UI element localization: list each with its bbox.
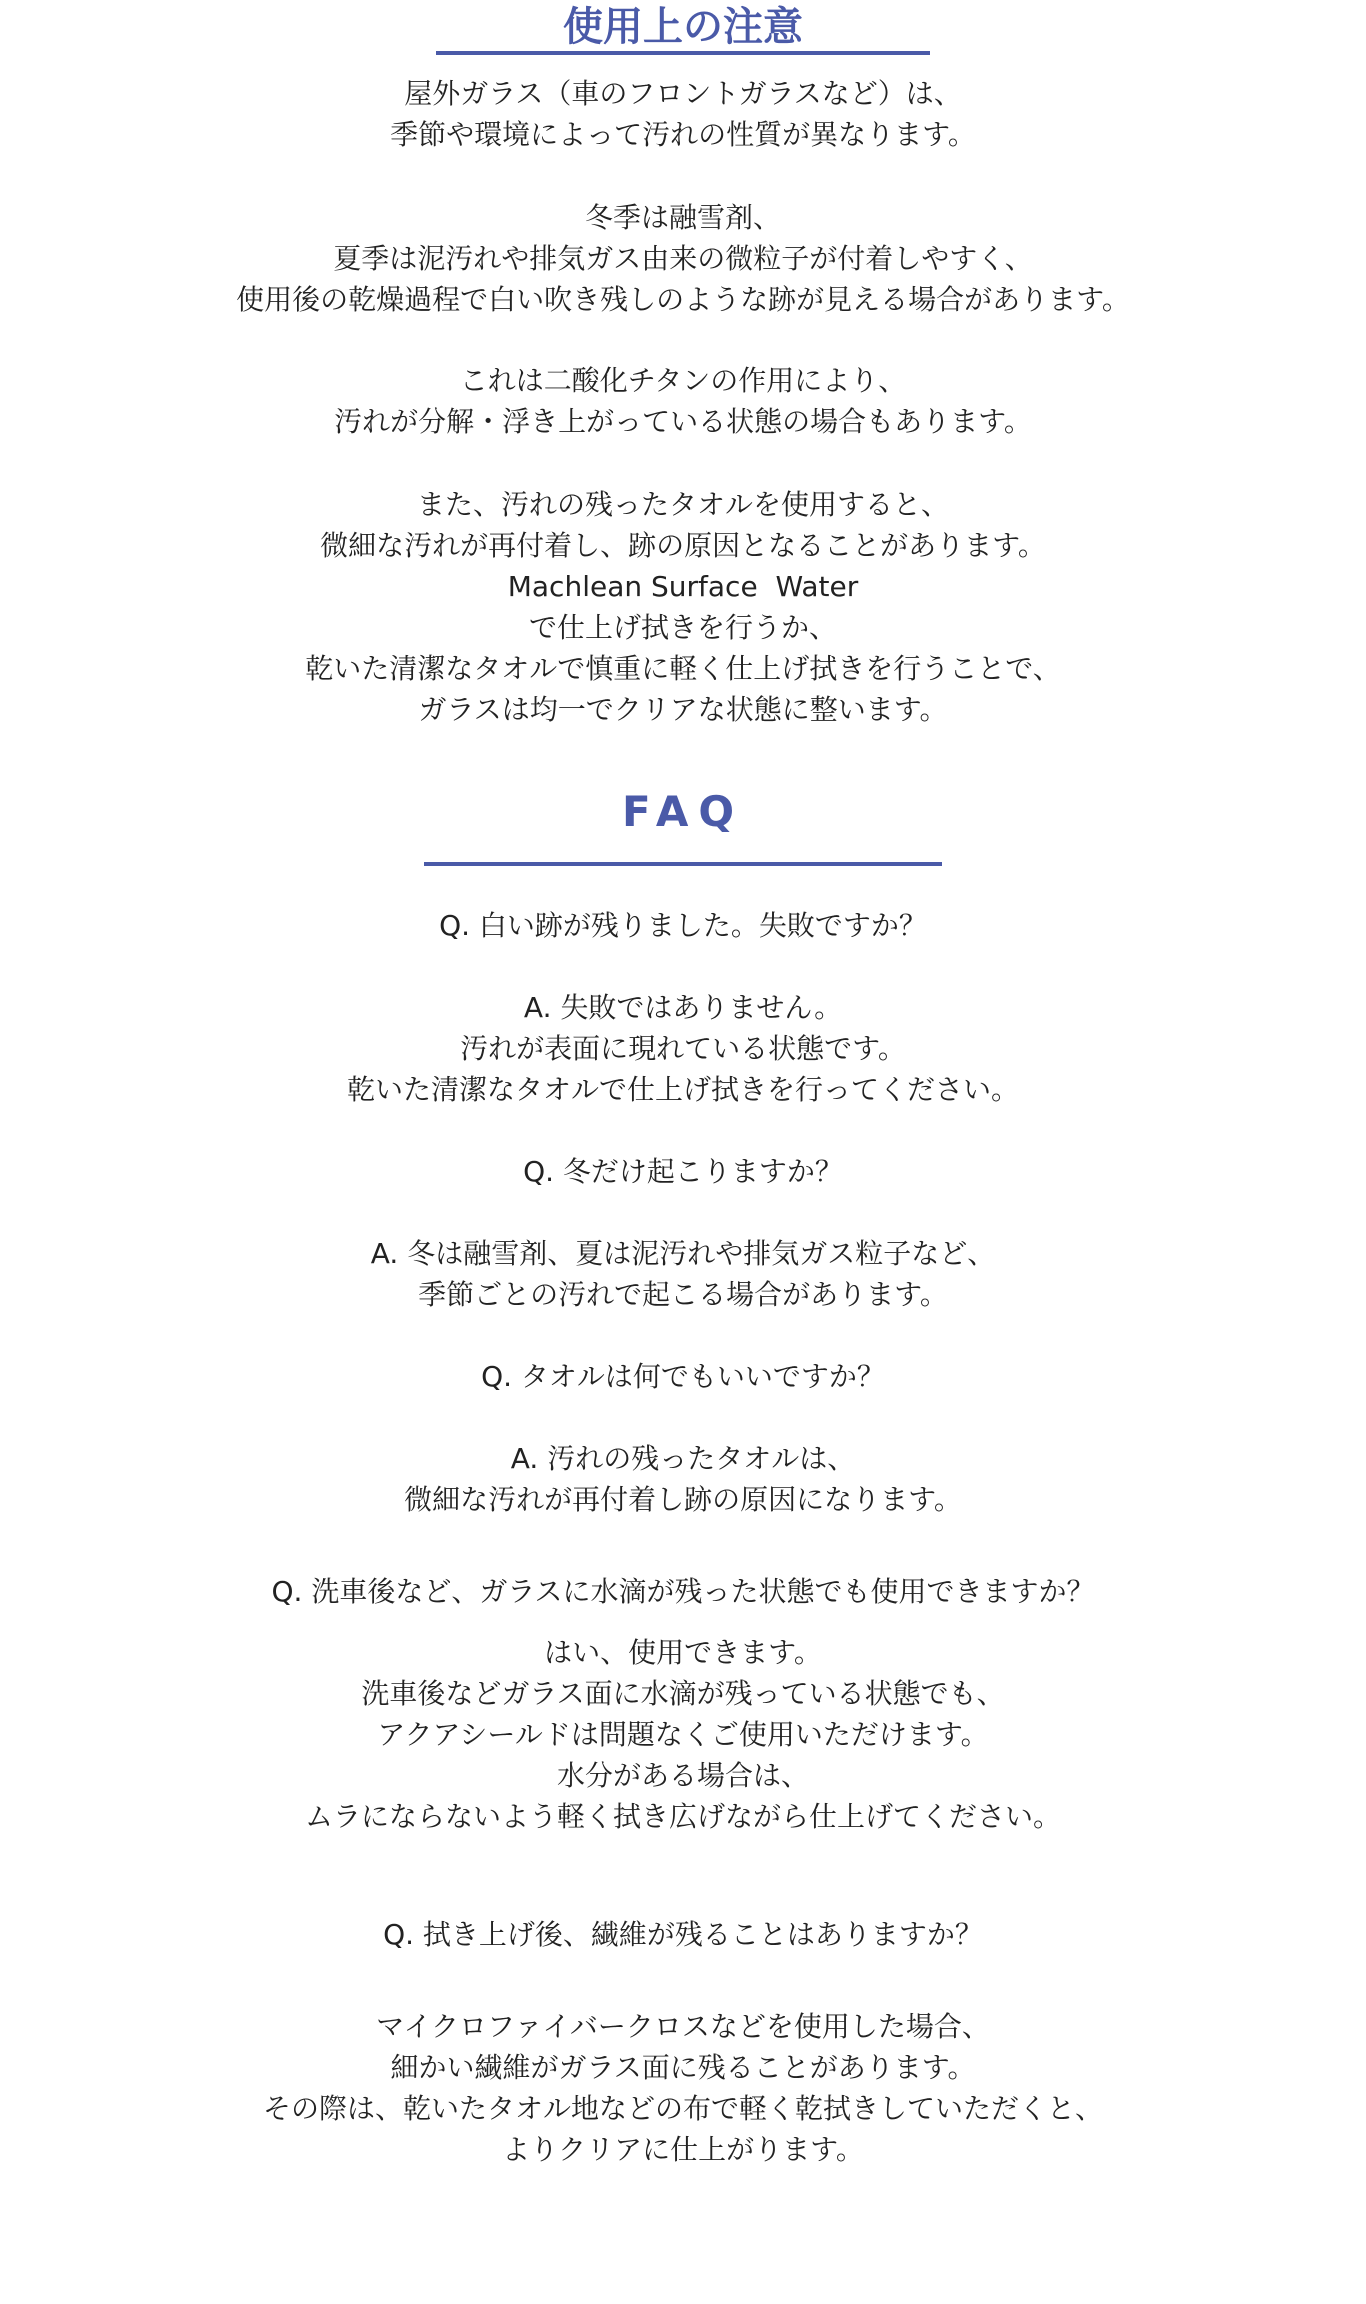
faq-title-underline: [424, 862, 942, 866]
faq-answer: [0, 2006, 1366, 2170]
faq-question-text: Q. 洗車後など、ガラスに水滴が残った状態でも使用できますか？: [271, 1575, 1095, 1608]
faq-answer-line: マイクロファイバークロスなどを使用した場合、: [376, 2010, 990, 2043]
caution-line: 屋外ガラス（車のフロントガラスなど）は、: [404, 77, 962, 110]
faq-answer-line: A. 冬は融雪剤、夏は泥汚れや排気ガス粒子など、: [370, 1237, 996, 1270]
caution-line: 乾いた清潔なタオルで慎重に軽く仕上げ拭きを行うことで、: [305, 652, 1061, 685]
faq-answer: [0, 1233, 1366, 1315]
caution-line: また、汚れの残ったタオルを使用すると、: [416, 488, 949, 521]
faq-answer-line: 水分がある場合は、: [556, 1759, 809, 1792]
faq-answer: [0, 1438, 1366, 1520]
faq-answer-line: アクアシールドは問題なくご使用いただけます。: [377, 1718, 989, 1751]
faq-answer-line: はい、使用できます。: [544, 1636, 822, 1669]
caution-line: 使用後の乾燥過程で白い吹き残しのような跡が見える場合があります。: [236, 283, 1130, 316]
faq-answer-line: よりクリアに仕上がります。: [502, 2133, 864, 2166]
caution-line: 季節や環境によって汚れの性質が異なります。: [390, 118, 976, 151]
caution-line: 微細な汚れが再付着し、跡の原因となることがあります。: [320, 529, 1046, 562]
caution-line: で仕上げ拭きを行うか、: [528, 611, 837, 644]
caution-line: 汚れが分解・浮き上がっている状態の場合もあります。: [334, 405, 1032, 438]
faq-answer-line: 細かい繊維がガラス面に残ることがあります。: [390, 2051, 976, 2084]
faq-title: FAQ: [621, 787, 745, 836]
faq-answer-line: 季節ごとの汚れで起こる場合があります。: [418, 1278, 948, 1311]
caution-line: これは二酸化チタンの作用により、: [459, 364, 907, 397]
faq-question: [0, 1151, 1366, 1192]
caution-line: 冬季は融雪剤、: [584, 201, 781, 234]
faq-question-text: Q. 拭き上げ後、繊維が残ることはありますか？: [383, 1918, 983, 1951]
faq-question: [0, 905, 1366, 946]
faq-question-text: Q. タオルは何でもいいですか？: [481, 1360, 885, 1393]
faq-answer-line: その際は、乾いたタオル地などの布で軽く乾拭きしていただくと、: [262, 2092, 1103, 2125]
faq-answer-line: A. 失敗ではありません。: [523, 991, 843, 1024]
faq-answer-line: 微細な汚れが再付着し跡の原因になります。: [404, 1483, 962, 1516]
caution-paragraph: [0, 484, 1366, 730]
caution-line: ガラスは均一でクリアな状態に整います。: [418, 693, 948, 726]
faq-question-text: Q. 冬だけ起こりますか？: [523, 1155, 843, 1188]
faq-answer: [0, 987, 1366, 1110]
faq-answer-line: ムラにならないよう軽く拭き広げながら仕上げてください。: [304, 1800, 1061, 1833]
caution-title: 使用上の注意: [563, 4, 803, 50]
faq-question-text: Q. 白い跡が残りました。失敗ですか？: [439, 909, 927, 942]
caution-line: Machlean Surface Water: [507, 570, 859, 603]
faq-answer-line: 乾いた清潔なタオルで仕上げ拭きを行ってください。: [346, 1073, 1019, 1106]
caution-line: 夏季は泥汚れや排気ガス由来の微粒子が付着しやすく、: [333, 242, 1033, 275]
caution-paragraph: [0, 73, 1366, 155]
caution-paragraph: [0, 197, 1366, 320]
faq-question: [0, 1571, 1366, 1612]
faq-question: [0, 1914, 1366, 1955]
faq-answer-line: A. 汚れの残ったタオルは、: [510, 1442, 856, 1475]
faq-answer-line: 汚れが表面に現れている状態です。: [460, 1032, 906, 1065]
caution-paragraph: [0, 360, 1366, 442]
faq-answer-line: 洗車後などガラス面に水滴が残っている状態でも、: [361, 1677, 1005, 1710]
faq-question: [0, 1356, 1366, 1397]
caution-title-underline: [436, 51, 930, 55]
faq-answer: [0, 1632, 1366, 1837]
